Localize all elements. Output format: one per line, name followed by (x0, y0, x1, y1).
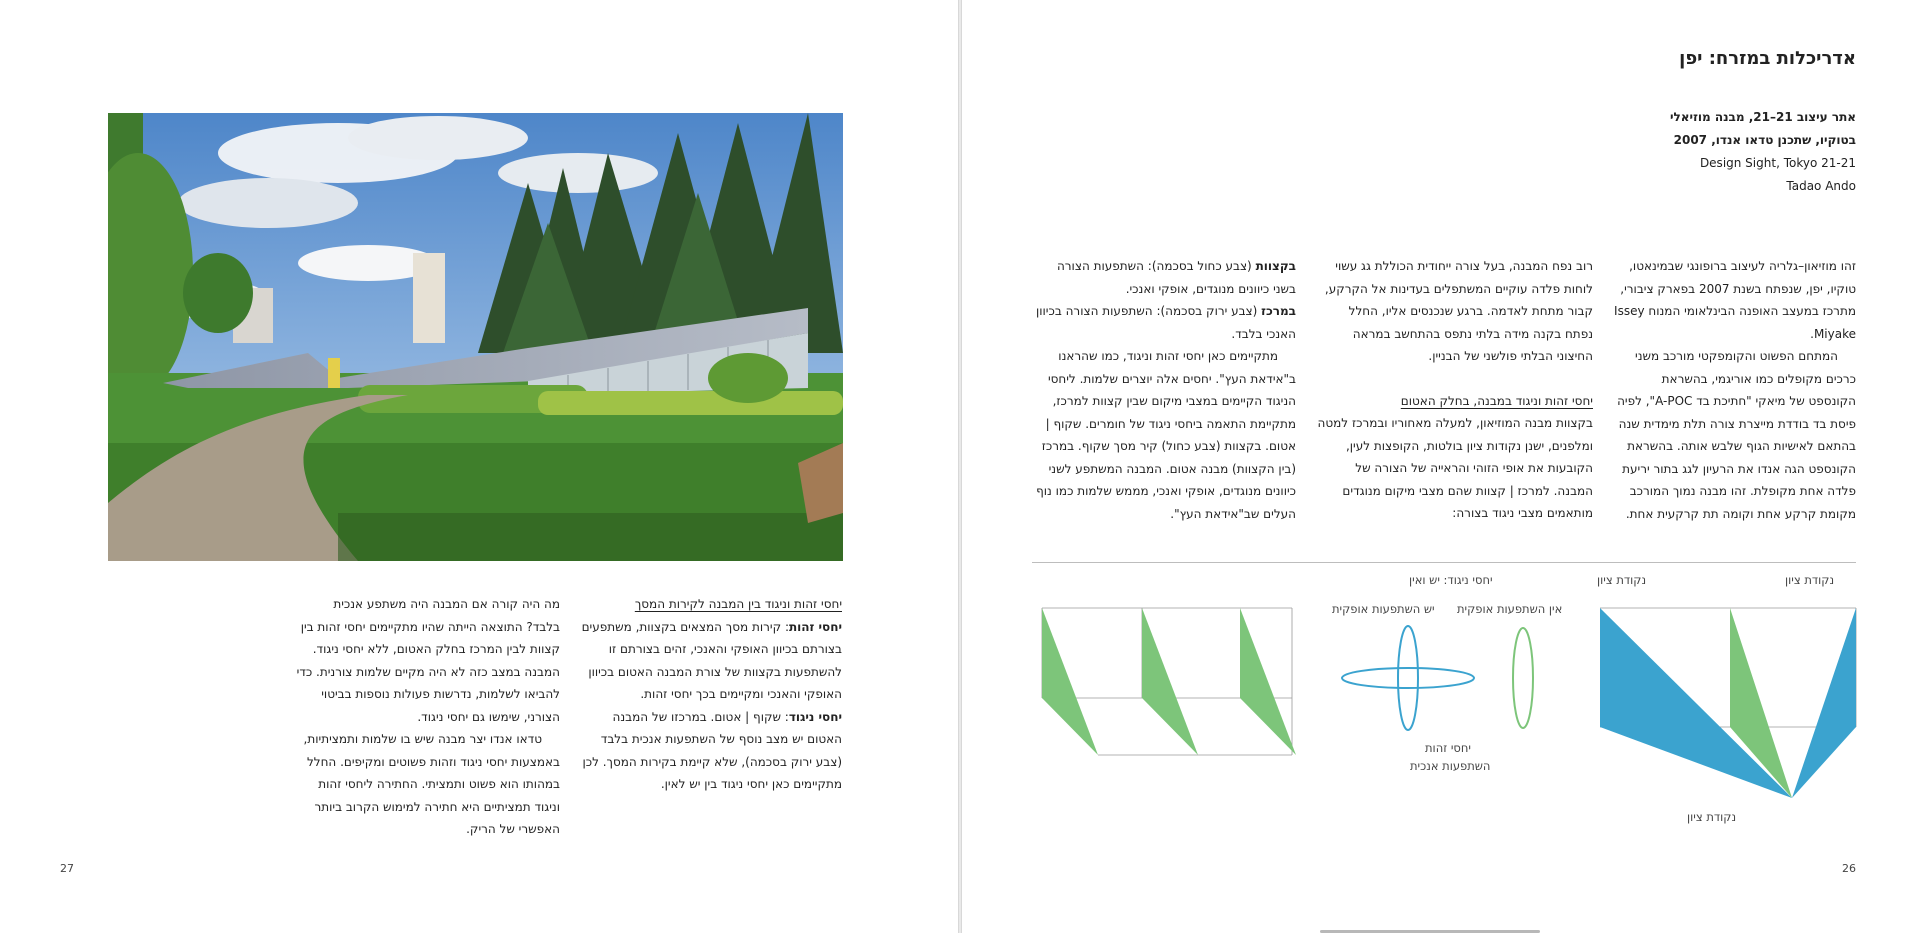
paragraph-text: . (1810, 326, 1814, 341)
english-name: Issey Miyake (1614, 304, 1856, 341)
paragraph-text: (צבע ירוק בסכמה): השתפעות הצורה בכיוון האנכי בלבד. (1036, 304, 1296, 341)
wedge-diagram (1598, 600, 1862, 805)
english-term: A-POC (1655, 394, 1693, 408)
right-column-3 (1032, 255, 1296, 525)
subtitle-line-en: 21-21 Design Sight, Tokyo (1699, 156, 1856, 170)
green-triangle-right (1240, 608, 1296, 755)
label-identity-line2: השתפעות אנכית (1410, 759, 1491, 773)
green-vertical-ellipse (1513, 628, 1533, 728)
subtitle-line: בטוקיו, שתכנן טדאו אנדו, 2007 (1673, 133, 1856, 147)
folded-planes-diagram (1040, 600, 1300, 760)
museum-photo-illustration (108, 113, 843, 561)
paragraph-text: : קירות מסך המצאים בקצוות, משתפעים בצורתם בכיוון האופקי והאנכי, זהים בצורתם זו להשתפעות בקצוות של צורת המבנה האטום בכיוון האופקי והאנכי ומקיימים בכך יחסי זהות. (581, 619, 842, 701)
subtitle-line-en: Tadao Ando (1786, 179, 1856, 193)
paragraph-text: המתחם הפשוט והקומפקטי מורכב משני כרכים מקופלים כמו אוריגמי, בהשראת הקונספט של מיאקי "חתיכת בד (1635, 349, 1856, 408)
paragraph: בקצוות מבנה המוזיאון, למעלה מאחוריו ובמרכז למטה ומלפנים, ישנן נקודות ציון בולטות, הקופצות לעין, הקובעות את אופי הזוהי והראייה של הצורה של המבנה. למרכז | קצוות שהם מצבי מיקום מנוגדים מותאמים מצבי ניגוד בצורה: (1317, 416, 1593, 520)
paragraph-text: (צבע כחול בסכמה): השתפעות הצורה בשני כיוונים מנוגדים, אופקי ואנכי. (1056, 259, 1296, 296)
right-column-1 (1612, 255, 1856, 525)
paragraph-text: : שקוף | אטום. במרכזו של המבנה האטום יש מצב נוסף של השתפעות אנכית בלבד (צבע ירוק בסכמה), שלא קיימת בקירות המסך. לכן מתקיימים כאן יחסי ניגוד בין יש לאין. (582, 709, 842, 791)
label-point-right: נקודת ציון (1785, 573, 1835, 587)
right-page (962, 0, 1920, 933)
left-page (0, 0, 958, 933)
section-heading: יחסי זהות וניגוד במבנה, בחלק האטום (1400, 393, 1593, 408)
right-column-2 (1317, 255, 1593, 525)
page-title: אדריכלות במזרח: יפן (1679, 48, 1856, 69)
ellipses-diagram (1332, 620, 1572, 735)
section-divider (1032, 562, 1856, 563)
green-triangle-left (1042, 608, 1098, 755)
lead-center: במרכז (1261, 304, 1296, 318)
blue-vertical-ellipse (1398, 626, 1418, 730)
lead-contrast: יחסי ניגוד (788, 709, 842, 724)
museum-photo (108, 113, 843, 561)
paragraph: מתקיימים כאן יחסי זהות וניגוד, כמו שהראנו ב"אידאת העץ". יחסים אלה יוצרים שלמות. ליחסי הניגוד הקיימים במצבי מיקום שבין קצוות למרכז, מתקיימת התאמה ביחסי ניגוד של חומרים. שקוף | אטום. בקצוות (צבע כחול) קיר מסך שקוף. במרכז (בין הקצוות) מבנה אטום. המבנה המשתפע לשני כיוונים מנוגדים, אופקי ואנכי, מממש שלמות כמו נוף העלים שב"אידאת העץ". (1036, 349, 1296, 521)
paragraph: טדאו אנדו יצר מבנה שיש בו שלמות ותמציתיות, באמצעות יחסי ניגוד וזהות פשוטים ומקיפים. החלל במהותו הוא פשוט ותמציתי. החתירה ליחסי זהות וניגוד תמציתיים היא חתירה למימוש הקרוב ביותר האפשרי של הריק. (303, 732, 560, 836)
blue-horizontal-ellipse (1342, 668, 1474, 688)
label-point-bottom: נקודת ציון (1687, 810, 1737, 824)
lead-identity: יחסי זהות (788, 619, 842, 634)
blue-wedge-left (1600, 608, 1792, 798)
label-contrast-title: יחסי ניגוד: יש ואין (1409, 573, 1493, 587)
blue-wedge-right (1792, 608, 1856, 798)
label-identity-line1: יחסי זהות (1425, 741, 1471, 755)
subtitle-block (1602, 106, 1856, 198)
label-no-horizontal: אין השתפעות אופקית (1457, 602, 1563, 616)
lead-edges: בקצוות (1255, 259, 1296, 273)
paragraph: רוב נפח המבנה, בעל צורה ייחודית הכוללת גג עשוי לוחות פלדה עוקיים המשתפלים בעדינות אל הקרקע, קבור מתחת לאדמה. ברגע שנכנסים אליו, החלל נפתח בקנה מידה בלתי נתפס בהתחשב במראה החיצוני הבלתי פולשני של הבניין. (1324, 259, 1593, 363)
page-number: 27 (60, 862, 74, 875)
label-point-mid: נקודת ציון (1597, 573, 1647, 587)
label-has-horizontal: יש השתפעות אופקית (1332, 602, 1435, 616)
subtitle-line: אתר עיצוב 21–21, מבנה מוזיאלי (1670, 110, 1856, 124)
left-column-a (580, 593, 842, 796)
green-triangle-middle (1142, 608, 1198, 755)
paragraph-text: זהו מוזיאון–גלריה לעיצוב ברופונגי שבמינאטו, טוקיו, יפן, שנפתח בשנת 2007 בפארק ציבורי, מתרכז במעצב האופנה הבינלאומי המנוח (1620, 259, 1856, 318)
left-column-b (296, 593, 560, 841)
paragraph: מה היה קורה אם המבנה היה משתפע אנכית בלבד? התוצאה הייתה שהיו מתקיימים יחסי זהות בין קצוות לבין המרכז בחלק האטום, ללא יחסי ניגוד. המבנה במצב כזה לא היה מקיים שלמות צורנית. כדי להביאו לשלמות, נדרשות פעולות נוספות בביטוי הצורני, שימשו גם יחסי ניגוד. (296, 597, 560, 724)
page-number: 26 (1842, 862, 1856, 875)
paragraph-text: ", לפיה פיסת בד בודדת מייצרת צורה תלת מימדית שנה בהתאם לאישיות הגוף שלבש אותה. בהשראת הקונספט הגה אנדו את הרעיון לגג בתור יריעת פלדה אחת מקופלת. זהו מבנה נמוך המורכב מקומת קרקע אחת וקומה תת קרקעית אחת. (1617, 394, 1856, 521)
section-heading: יחסי זהות וניגוד בין המבנה לקירות המסך (634, 597, 842, 611)
